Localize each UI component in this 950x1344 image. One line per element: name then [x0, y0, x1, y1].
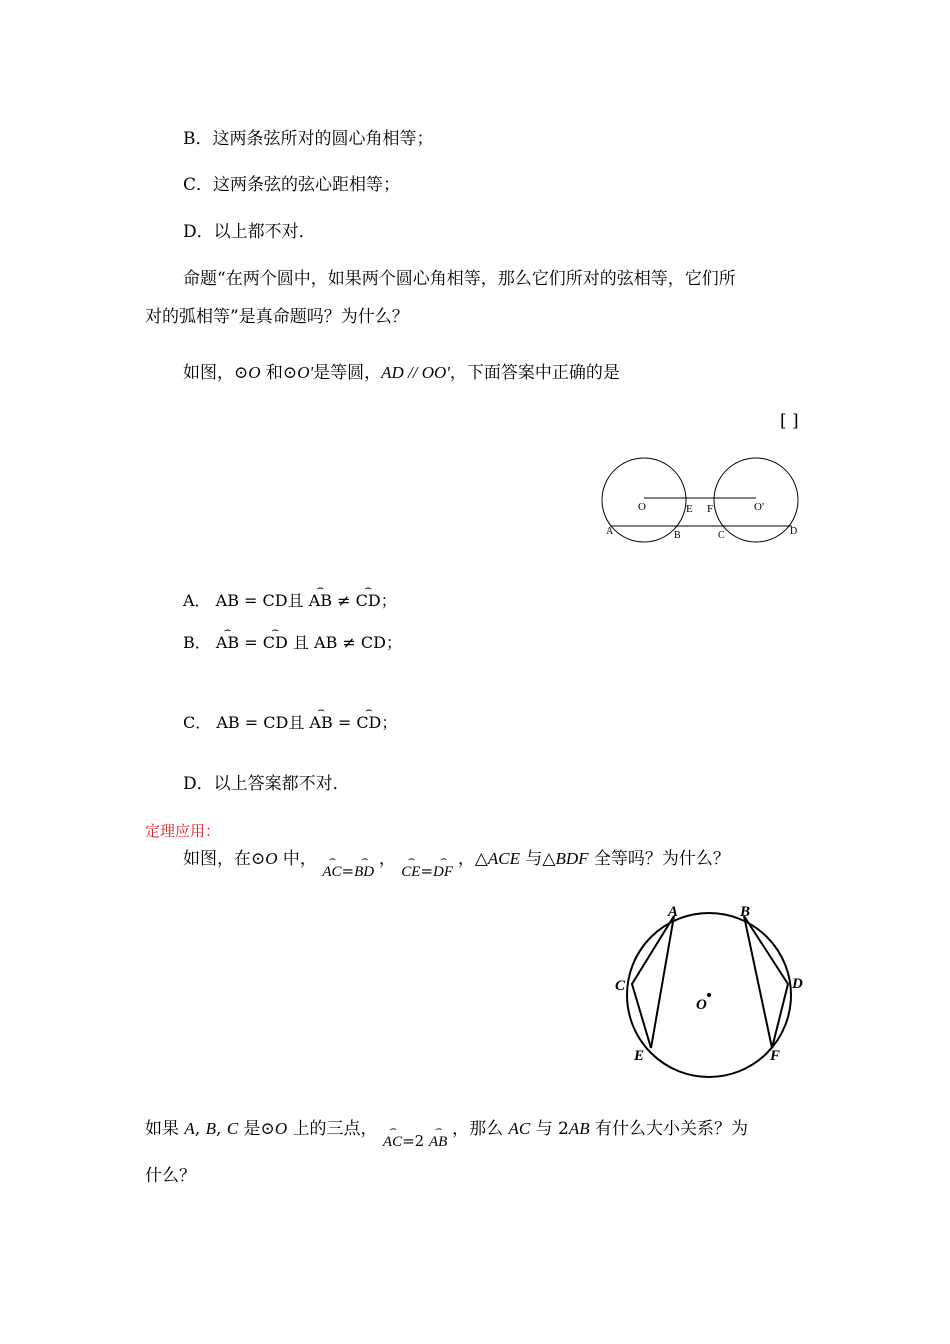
- option-b-label: B．: [183, 633, 211, 652]
- q4-end: 有什么大小关系？为: [589, 1119, 749, 1139]
- label-d: D: [790, 526, 798, 537]
- label-e: E: [686, 503, 693, 515]
- option-b-chord-cd: CD: [360, 633, 386, 652]
- option-c-arc-ab: ⌢ AB: [309, 712, 332, 734]
- option-c-qie: 且: [288, 713, 305, 732]
- q3-arc-ce: ⌢ CE: [401, 861, 420, 883]
- label-a2: A: [668, 904, 679, 920]
- question-4-line-1: [145, 1118, 749, 1150]
- option-b-text: B．这两条弦所对的圆心角相等；: [183, 129, 434, 149]
- q3-ace: ACE: [487, 849, 520, 868]
- question-4-line-2: 什么？: [145, 1166, 196, 1186]
- option-d: D．以上答案都不对．: [183, 774, 350, 794]
- section-title: 定理应用：: [145, 822, 221, 840]
- label-e2: E: [634, 1048, 645, 1064]
- option-c-arc-cd: ⌢ CD: [356, 712, 381, 734]
- q3-arc-ac: ⌢ AC: [322, 861, 341, 883]
- option-b-arc-ab: ⌢ AB: [216, 632, 239, 654]
- label-o-prime: O': [754, 501, 764, 513]
- q2-o: O: [248, 363, 261, 382]
- label-o2: O: [696, 997, 707, 1013]
- q3-yu: 与△: [520, 849, 556, 869]
- q2-post: ，下面答案中正确的是: [449, 363, 620, 383]
- q3-arc-bd: ⌢ BD: [354, 861, 374, 883]
- option-b-qie: 且: [287, 633, 315, 652]
- q2-mid: 是等圆，: [313, 363, 382, 383]
- answer-bracket: [ ]: [780, 411, 799, 431]
- option-c-chord-cd: CD: [263, 713, 289, 732]
- option-c: [183, 712, 397, 734]
- q2-ad: AD // OO': [381, 363, 450, 382]
- option-a-label: A．: [183, 591, 211, 610]
- q4-pre: 如果: [145, 1119, 185, 1139]
- q3-mid: 中，: [277, 849, 317, 869]
- option-c-eq: =: [239, 713, 264, 732]
- equal-circles-figure: [596, 452, 810, 552]
- option-b-neq: ≠: [337, 633, 361, 652]
- option-a-eq: =: [238, 591, 263, 610]
- q4-c2: ,: [216, 1119, 227, 1139]
- q2-and: 和⊙: [260, 363, 298, 383]
- q4-arc-ab: ⌢ AB: [429, 1131, 447, 1153]
- option-a-end: ；: [380, 591, 397, 610]
- q3-arc-df: ⌢ DF: [433, 861, 453, 883]
- q4-a: A: [184, 1119, 195, 1138]
- q3-eq2: =: [420, 862, 434, 880]
- circle-o-prime: [714, 458, 798, 542]
- option-c-chord-ab: AB: [216, 713, 240, 732]
- q4-ab: AB: [568, 1119, 590, 1138]
- center-point: [707, 993, 711, 997]
- q4-post: ，那么: [452, 1119, 509, 1139]
- q4-o: O: [274, 1119, 288, 1138]
- option-b-end: ；: [385, 633, 402, 652]
- q4-arc-ac: ⌢ AC: [383, 1131, 402, 1153]
- q2-pre: 如图，⊙: [183, 363, 249, 383]
- option-b-eq: =: [239, 633, 263, 652]
- option-a-chord-ab: AB: [215, 591, 239, 610]
- q4-c1: ,: [194, 1119, 206, 1139]
- option-b-arc-cd: ⌢ CD: [263, 632, 288, 654]
- label-b: B: [674, 530, 681, 541]
- q4-yu: 与 2: [530, 1119, 569, 1139]
- option-a-qie: 且: [287, 591, 304, 610]
- option-a-arc-cd: ⌢ CD: [356, 590, 381, 612]
- option-a-neq: ≠: [332, 591, 356, 610]
- q3-bdf: BDF: [555, 849, 589, 868]
- q4-c: C: [226, 1119, 239, 1138]
- label-f: F: [707, 503, 714, 515]
- inscribed-triangles-figure: [606, 898, 816, 1082]
- label-d2: D: [792, 976, 803, 992]
- q4-mid2: 上的三点，: [287, 1119, 378, 1139]
- option-c-label: C．: [183, 713, 212, 732]
- label-f2: F: [770, 1048, 781, 1064]
- q4-b: B: [205, 1119, 216, 1138]
- option-b: [183, 632, 402, 654]
- label-a: A: [606, 526, 614, 537]
- option-a-arc-ab: ⌢ AB: [309, 590, 332, 612]
- option-b-chord-ab: AB: [314, 633, 338, 652]
- option-c-text: C．这两条弦的弦心距相等；: [183, 175, 401, 195]
- label-c2: C: [615, 978, 626, 994]
- option-a: [183, 590, 397, 612]
- option-c-end: ；: [381, 713, 398, 732]
- question-2-text: [183, 362, 620, 384]
- q3-pre: 如图，在⊙: [183, 849, 266, 869]
- q3-comma2: ，△: [457, 849, 488, 869]
- q4-ac: AC: [508, 1119, 531, 1138]
- q3-comma: ，: [378, 849, 396, 869]
- option-a-chord-cd: CD: [262, 591, 288, 610]
- label-b2: B: [740, 904, 751, 920]
- option-c-eq2: =: [332, 713, 357, 732]
- q3-eq1: =: [341, 862, 355, 880]
- q3-end: 全等吗？为什么？: [588, 849, 730, 869]
- question-1-line-1: 命题“在两个圆中，如果两个圆心角相等，那么它们所对的弦相等，它们所: [183, 269, 736, 289]
- q4-eq: =2: [402, 1132, 429, 1150]
- label-c: C: [718, 530, 725, 541]
- question-1-line-2: 对的弧相等”是真命题吗？为什么？: [145, 307, 409, 327]
- label-o: O: [638, 501, 646, 513]
- q2-o2: O': [297, 363, 314, 382]
- option-d-text: D．以上都不对．: [183, 222, 316, 242]
- q4-mid: 是⊙: [238, 1119, 275, 1139]
- question-3-text: [183, 848, 730, 880]
- q3-o: O: [265, 849, 278, 868]
